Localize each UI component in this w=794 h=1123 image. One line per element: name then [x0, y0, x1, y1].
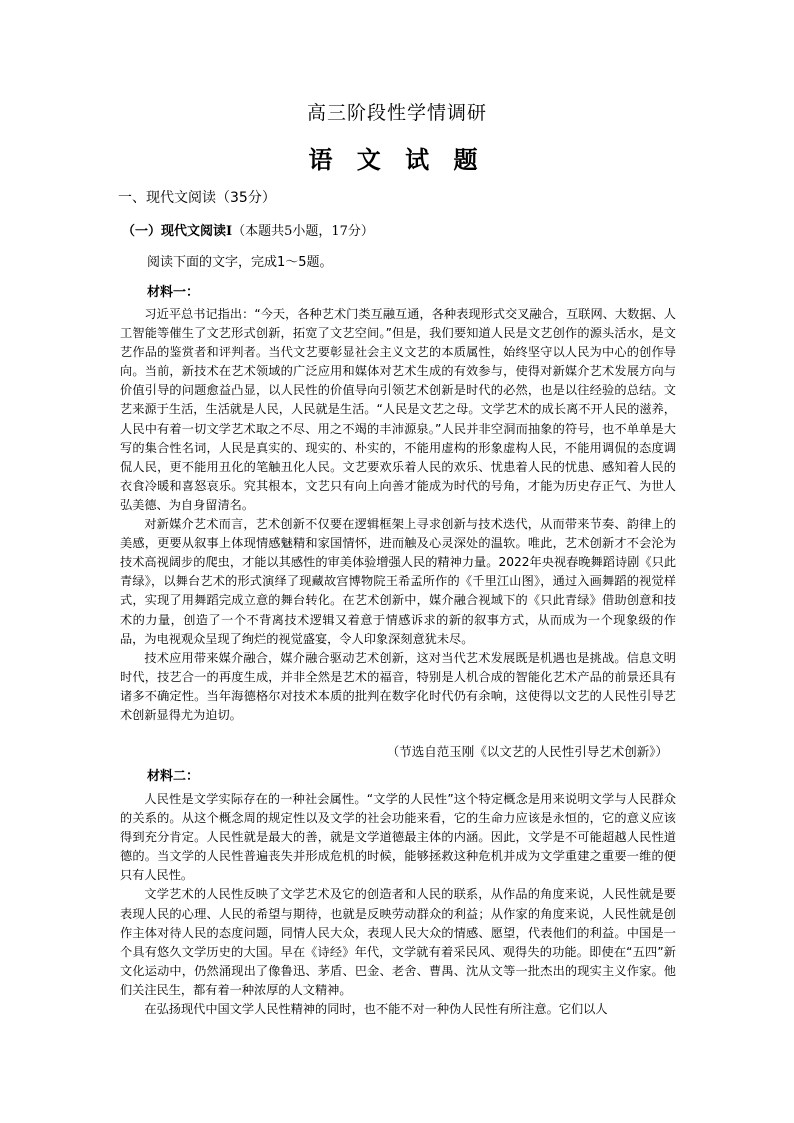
subsection-label: （一）现代文阅读Ⅰ	[122, 224, 233, 239]
material-2-paragraph-1: 人民性是文学实际存在的一种社会属性。“文学的人民性”这个特定概念是用来说明文学与人民群众的关系的。从这个概念周的规定性以及文学的社会功能来看，它的生命力应该是永恒的，它的意义应该得到充分肯定。人民性就是最大的善，就是文学道德最主体的内涵。因此，文学是不可能超越人民性道德的。当文学的人民性普遍丧失并形成危机的时候，能够拯救这种危机并成为文学重建之重要一维的便只有人民性。	[120, 792, 676, 883]
material-1-source: （节选自范玉刚《以文艺的人民性引导艺术创新》）	[386, 744, 668, 759]
material-2-heading: 材料二：	[147, 769, 200, 784]
material-1-heading: 材料一：	[147, 285, 200, 300]
reading-instruction: 阅读下面的文字，完成1～5题。	[147, 255, 333, 270]
material-1-paragraph-2: 对新媒介艺术而言，艺术创新不仅要在逻辑框架上寻求创新与技术迭代，从而带来节奏、韵律上的美感，更要从叙事上体现情感魅精和家国情怀，进而触及心灵深处的温软。唯此，艺术创新才不会沦为技术高视阔步的爬虫，才能以其感性的审美体验增强人民的精神力量。2022年央视春晚舞蹈诗剧《只此青绿》，以舞台艺术的形式演绎了现藏故宫博物院王希孟所作的《千里江山图》，通过入画舞蹈的视觉样式，实现了用舞蹈完成立意的舞台转化。在艺术创新中，媒介融合视域下的《只此青绿》借助创意和技术的力量，创造了一个不背离技术逻辑又着意于情感诉求的新的叙事方式，从而成为一个现象级的作品，为电视观众呈现了绚烂的视觉盛宴，令人印象深刻意犹未尽。	[120, 517, 676, 646]
exam-subtitle: 高三阶段性学情调研	[306, 102, 487, 124]
material-2-paragraph-2: 文学艺术的人民性反映了文学艺术及它的创造者和人民的联系，从作品的角度来说，人民性就是要表现人民的心理、人民的希望与期待，也就是反映劳动群众的利益；从作家的角度来说，人民性就是创作主体对待人民的态度问题，同情人民大众，表现人民大众的情感、愿望，代表他们的利益。中国是一个具有悠久文学历史的大国。早在《诗经》年代，文学就有着采民风、观得失的功能。即使在“五四”新文化运动中，仍然涌现出了像鲁迅、茅盾、巴金、老舍、曹禺、沈从文等一批杰出的现实主义作家。他们关注民生，都有着一种浓厚的人文精神。	[120, 887, 676, 997]
material-2-body	[120, 790, 676, 1019]
section-heading: 一、现代文阅读（35分）	[118, 190, 276, 206]
exam-title: 语 文 试 题	[308, 146, 486, 174]
subsection-note: （本题共5小题，17分）	[232, 224, 374, 239]
material-1-body	[120, 305, 676, 725]
material-1-paragraph-1: 习近平总书记指出：“今天，各种艺术门类互融互通，各种表现形式交叉融合，互联网、大数据、人工智能等催生了文艺形式创新，拓宽了文艺空间。”但是，我们要知道人民是文艺创作的源头活水，是文艺作品的鉴赏者和评判者。当代文艺要彰显社会主义文艺的本质属性，始终坚守以人民为中心的创作导向。当前，新技术在艺术领域的广泛应用和媒体对艺术生成的有效参与，使得对新媒介艺术发展方向与价值引导的问题愈益凸显，以人民性的价值导向引领艺术创新是时代的必然，也是以往经验的总结。文艺来源于生活，生活就是人民，人民就是生活。“人民是文艺之母。文学艺术的成长离不开人民的滋养，人民中有着一切文学艺术取之不尽、用之不竭的丰沛源泉。”人民并非空洞而抽象的符号，也不单单是大写的集合性名词，人民是真实的、现实的、朴实的，不能用虚构的形象虚构人民，不能用调侃的态度调侃人民，更不能用丑化的笔触丑化人民。文艺要欢乐着人民的欢乐、忧患着人民的忧患、感知着人民的衣食冷暖和喜怒哀乐。究其根本，文艺只有向上向善才能成为时代的号角，才能为历史存正气、为世人弘美德、为自身留清名。	[120, 307, 676, 512]
subsection-heading	[122, 220, 374, 239]
material-2-paragraph-3: 在弘扬现代中国文学人民性精神的同时，也不能不对一种伪人民性有所注意。它们以人	[144, 1002, 608, 1017]
material-1-paragraph-3: 技术应用带来媒介融合，媒介融合驱动艺术创新，这对当代艺术发展既是机遇也是挑战。信息文明时代，技艺合一的再度生成，并非全然是艺术的福音，特别是人机合成的智能化艺术产品的前景还具有诸多不确定性。当年海德格尔对技术本质的批判在数字化时代仍有余响，这使得以文艺的人民性引导艺术创新显得尤为迫切。	[120, 650, 676, 722]
